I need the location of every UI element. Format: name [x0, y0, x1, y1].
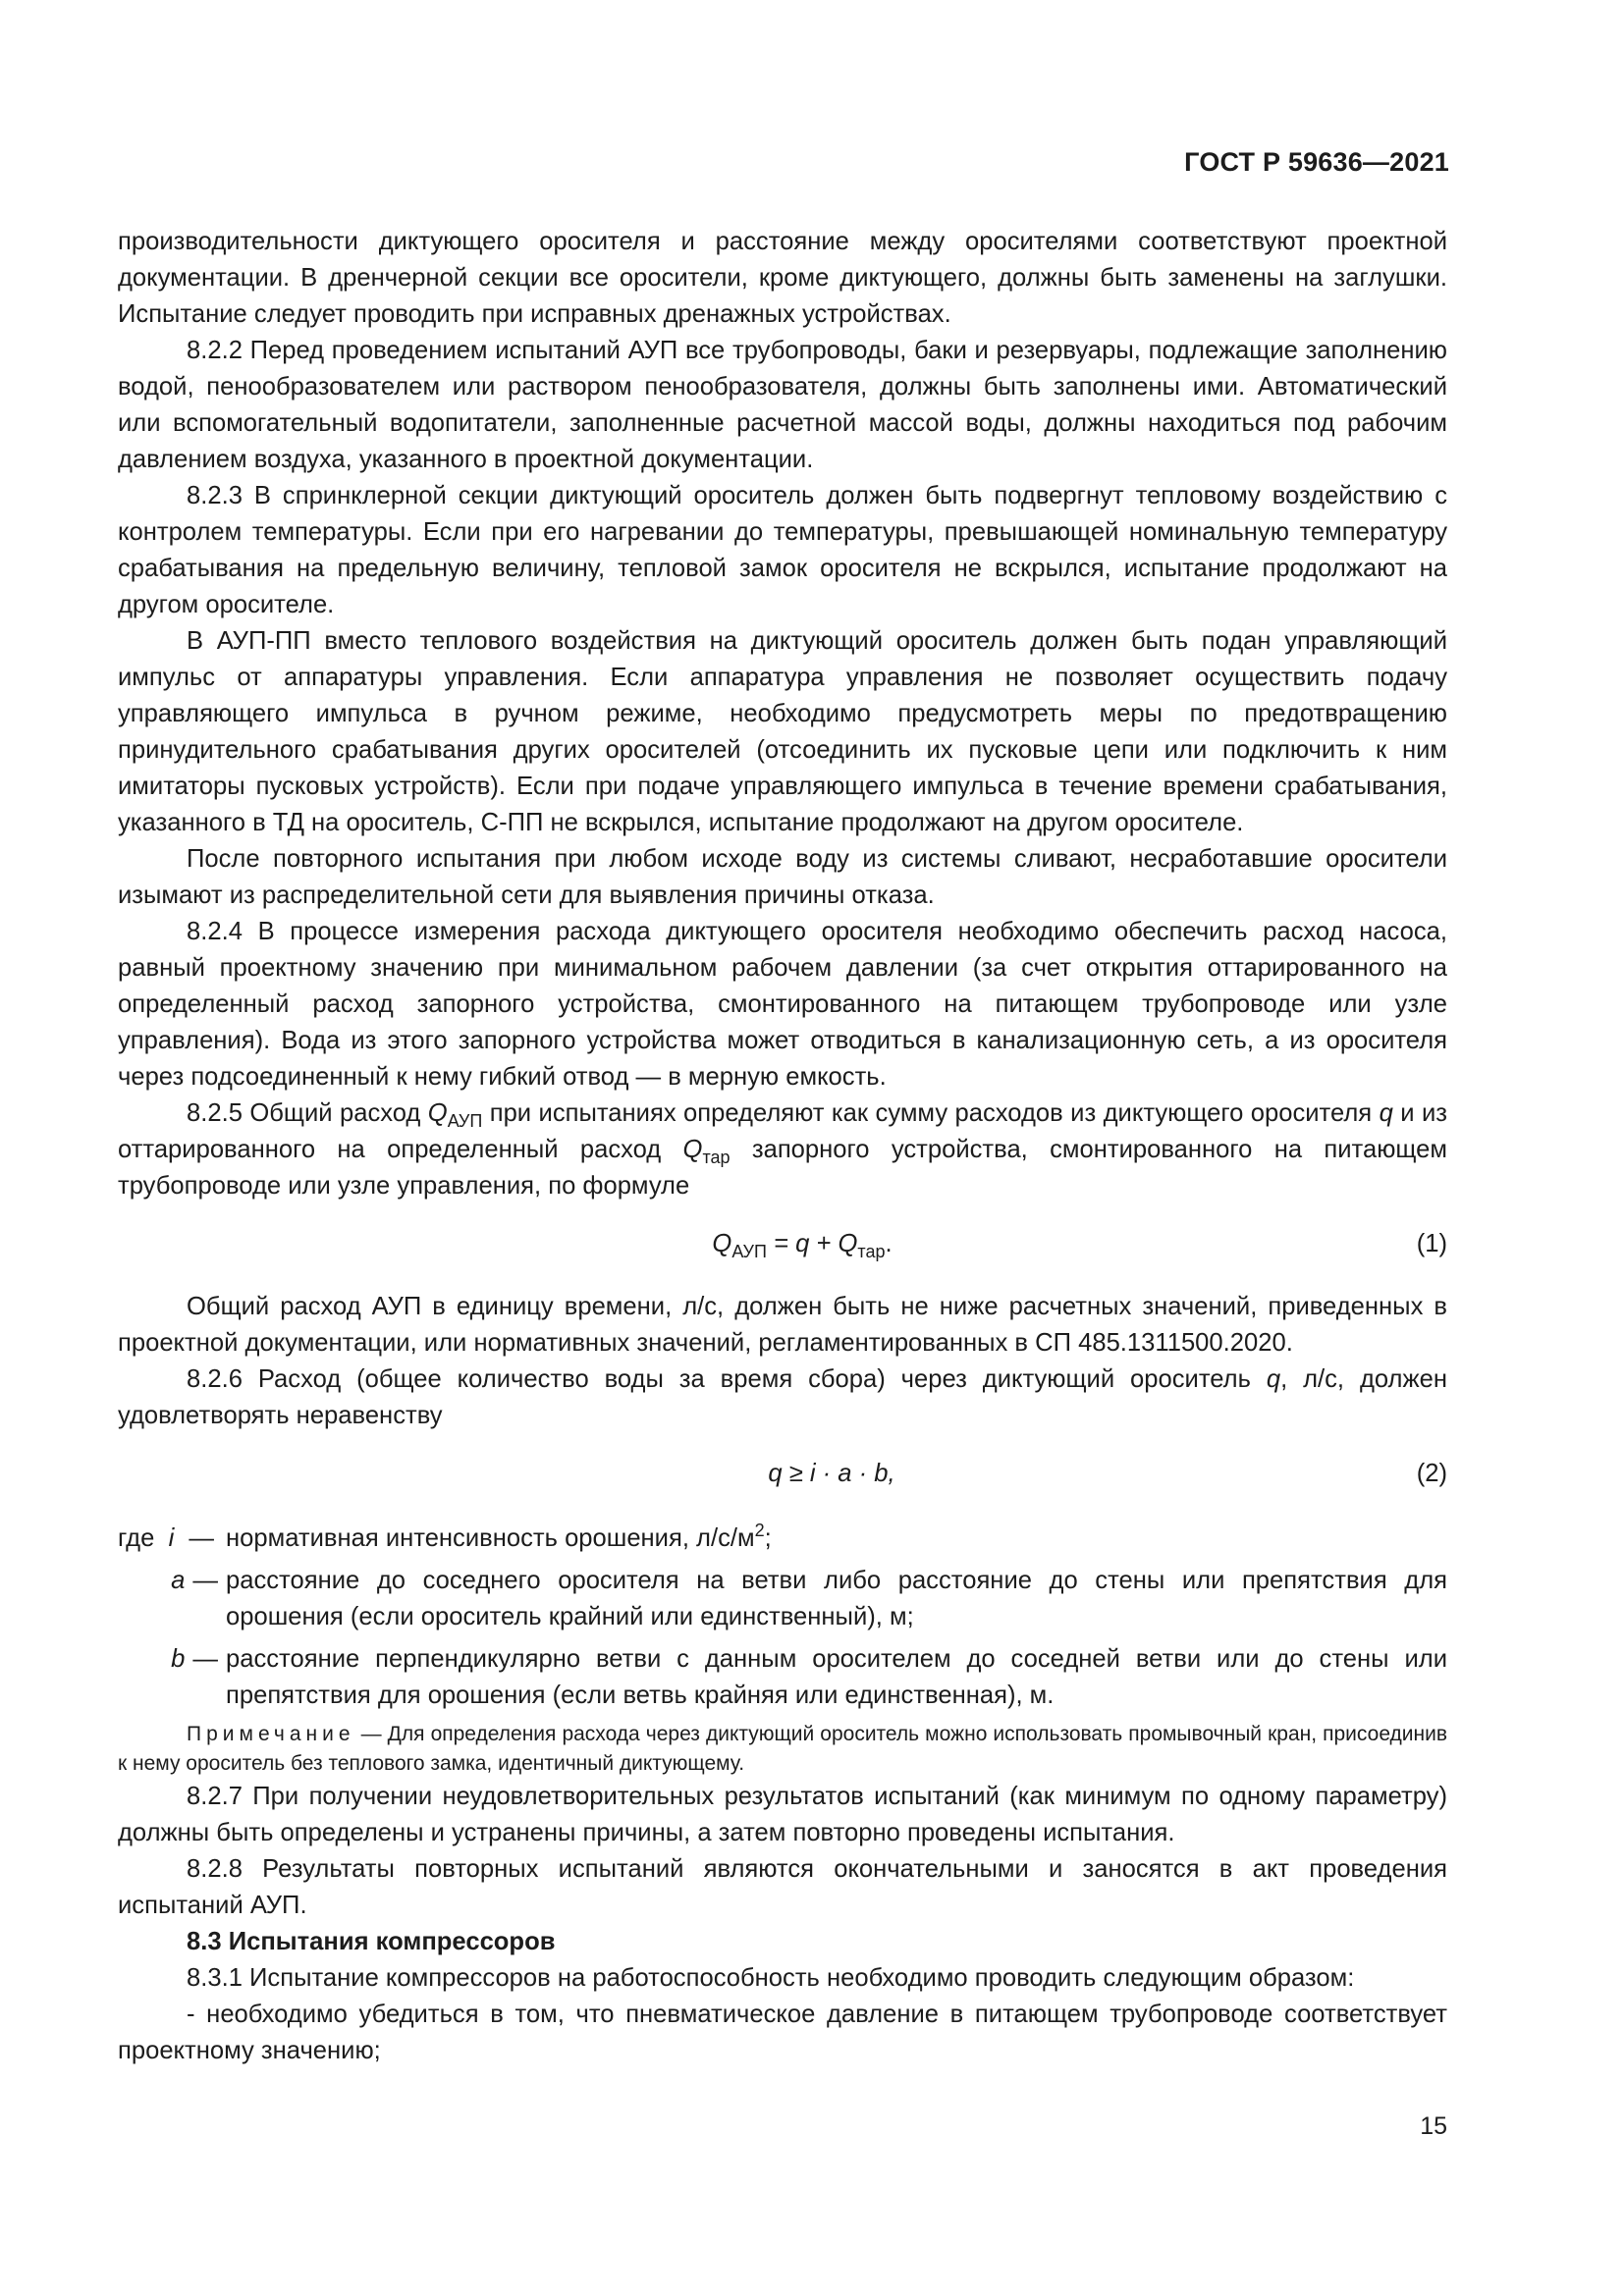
note-text: — Для определения расхода через диктующий ороситель можно использовать промывочный кран, присоединив к нему ороситель без теплового замка, идентичный диктующему. [118, 1723, 1447, 1775]
section-heading: 8.3 Испытания компрессоров [187, 1928, 556, 1955]
formula-expression: q ≥ i · a · b, [768, 1460, 895, 1487]
paragraph: В АУП-ПП вместо теплового воздействия на диктующий ороситель должен быть подан управляющий импульс от аппаратуры управления. Если аппаратура управления не позволяет осуществить подачу управляющего импульса в ручном режиме, необходимо предусмотреть меры по предотвращению принудительного срабатывания других оросителей (отсоединить их пусковые цепи или подключить к ним имитаторы пусковых устройств). Если при подаче управляющего импульса в течение времени срабатывания, указанного в ТД на ороситель, С-ПП не вскрылся, испытание продолжают на другом оросителе. [118, 627, 1447, 836]
paragraph-8-2-5 [118, 1095, 1447, 1204]
paragraph-8-2-8: 8.2.8 Результаты повторных испытаний являются окончательными и заносятся в акт проведения испытаний АУП. [118, 1855, 1447, 1919]
definition-text: расстояние перпендикулярно ветви с данным оросителем до соседней ветви или до стены или препятствия для орошения (если ветвь крайняя или единственная), м. [226, 1645, 1447, 1709]
subscript: АУП [731, 1242, 767, 1261]
formula-mid: = q + [766, 1230, 839, 1257]
paragraph-8-3-1: 8.3.1 Испытание компрессоров на работоспособность необходимо проводить следующим образом: [187, 1964, 1355, 1992]
text-run: 8.2.5 Общий расход [187, 1099, 428, 1127]
definition-a [118, 1563, 1447, 1635]
formula-1 [118, 1226, 1447, 1265]
paragraph: производительности диктующего оросителя и расстояние между оросителями соответствуют проектной документации. В дренчерной секции все оросители, кроме диктующего, должны быть заменены на заглушки. Испытание следует проводить при исправных дренажных устройствах. [118, 228, 1447, 328]
definition-text [226, 1521, 1447, 1557]
text-run: 8.2.6 Расход (общее количество воды за время сбора) через диктующий ороситель [187, 1365, 1267, 1393]
formula-2 [118, 1456, 1447, 1495]
text-run: , л/с, должен удовлетворять неравенству [118, 1365, 1447, 1429]
text-run: ; [764, 1524, 772, 1552]
paragraph: После повторного испытания при любом исходе воду из системы сливают, несработавшие оросители изымают из распределительной сети для выявления причины отказа. [118, 845, 1447, 909]
paragraph-8-2-2: 8.2.2 Перед проведением испытаний АУП все трубопроводы, баки и резервуары, подлежащие заполнению водой, пенообразователем или раствором пенообразователя, должны быть заполнены ими. Автоматический или вспомогательный водопитатели, заполненные расчетной массой воды, должны находиться под рабочим давлением воздуха, указанного в проектной документации. [118, 337, 1447, 473]
paragraph-8-2-3: 8.2.3 В спринклерной секции диктующий ороситель должен быть подвергнут тепловому воздействию с контролем температуры. Если при его нагревании до температуры, превышающей номинальную температуру срабатывания на предельную величину, тепловой замок оросителя не вскрылся, испытание продолжают на другом оросителе. [118, 482, 1447, 618]
symbol-b: b [171, 1645, 186, 1673]
formula-number: (1) [1416, 1230, 1447, 1257]
where-label: где [118, 1524, 155, 1552]
symbol-a: a [171, 1567, 186, 1594]
document-body [118, 224, 1447, 2069]
symbol-q: q [1266, 1365, 1281, 1393]
formula-lhs: Q [712, 1230, 732, 1257]
text-run: нормативная интенсивность орошения, л/с/м [226, 1524, 755, 1552]
symbol-q: q [1379, 1099, 1393, 1127]
dash: — [189, 1524, 214, 1552]
note-label: Примечание [187, 1723, 355, 1745]
text-run: и из оттарированного на определенный расход [118, 1099, 1447, 1163]
definition-b [118, 1641, 1447, 1714]
paragraph-8-2-6 [118, 1362, 1447, 1434]
note [118, 1720, 1447, 1779]
symbol-q-tar: Q [682, 1136, 703, 1163]
text-run: запорного устройства, смонтированного на питающем трубопроводе или узле управления, по формуле [118, 1136, 1448, 1200]
dash: — [192, 1567, 218, 1594]
superscript: 2 [754, 1521, 765, 1540]
subscript: тар [702, 1148, 731, 1167]
paragraph-8-2-7: 8.2.7 При получении неудовлетворительных результатов испытаний (как минимум по одному параметру) должны быть определены и устранены причины, а затем повторно проведены испытания. [118, 1783, 1447, 1846]
list-item: - необходимо убедиться в том, что пневматическое давление в питающем трубопроводе соответствует проектному значению; [118, 2001, 1447, 2064]
formula-expression [157, 1226, 1447, 1262]
subscript: АУП [447, 1111, 483, 1131]
definition-symbol [118, 1521, 226, 1557]
definition-text: расстояние до соседнего оросителя на ветви либо расстояние до стены или препятствия для орошения (если ороситель крайний или единственный), м; [226, 1567, 1447, 1630]
text-run: при испытаниях определяют как сумму расходов из диктующего оросителя [482, 1099, 1380, 1127]
symbol-q-total: Q [427, 1099, 448, 1127]
dash: — [192, 1645, 218, 1673]
paragraph-8-2-4: 8.2.4 В процессе измерения расхода диктующего оросителя необходимо обеспечить расход насоса, равный проектному значению при минимальном рабочем давлении (за счет открытия оттарированного на определенный расход запорного устройства, смонтированного на питающем трубопроводе или узле управления). Вода из этого запорного устройства может отводиться в канализационную сеть, а из оросителя через подсоединенный к нему гибкий отвод — в мерную емкость. [118, 918, 1447, 1091]
definition-symbol [118, 1563, 226, 1599]
formula-end: . [885, 1230, 893, 1257]
symbol-i: i [168, 1524, 175, 1552]
definitions-list [118, 1521, 1447, 1714]
paragraph: Общий расход АУП в единицу времени, л/с, должен быть не ниже расчетных значений, приведенных в проектной документации, или нормативных значений, регламентированных в СП 485.1311500.2020. [118, 1293, 1447, 1357]
definition-i [118, 1521, 1447, 1557]
formula-number: (2) [1416, 1460, 1447, 1487]
document-header: ГОСТ Р 59636—2021 [1184, 147, 1449, 177]
formula-rhs: Q [838, 1230, 858, 1257]
page-number: 15 [1420, 2112, 1447, 2140]
subscript: тар [857, 1242, 886, 1261]
definition-symbol [118, 1641, 226, 1678]
